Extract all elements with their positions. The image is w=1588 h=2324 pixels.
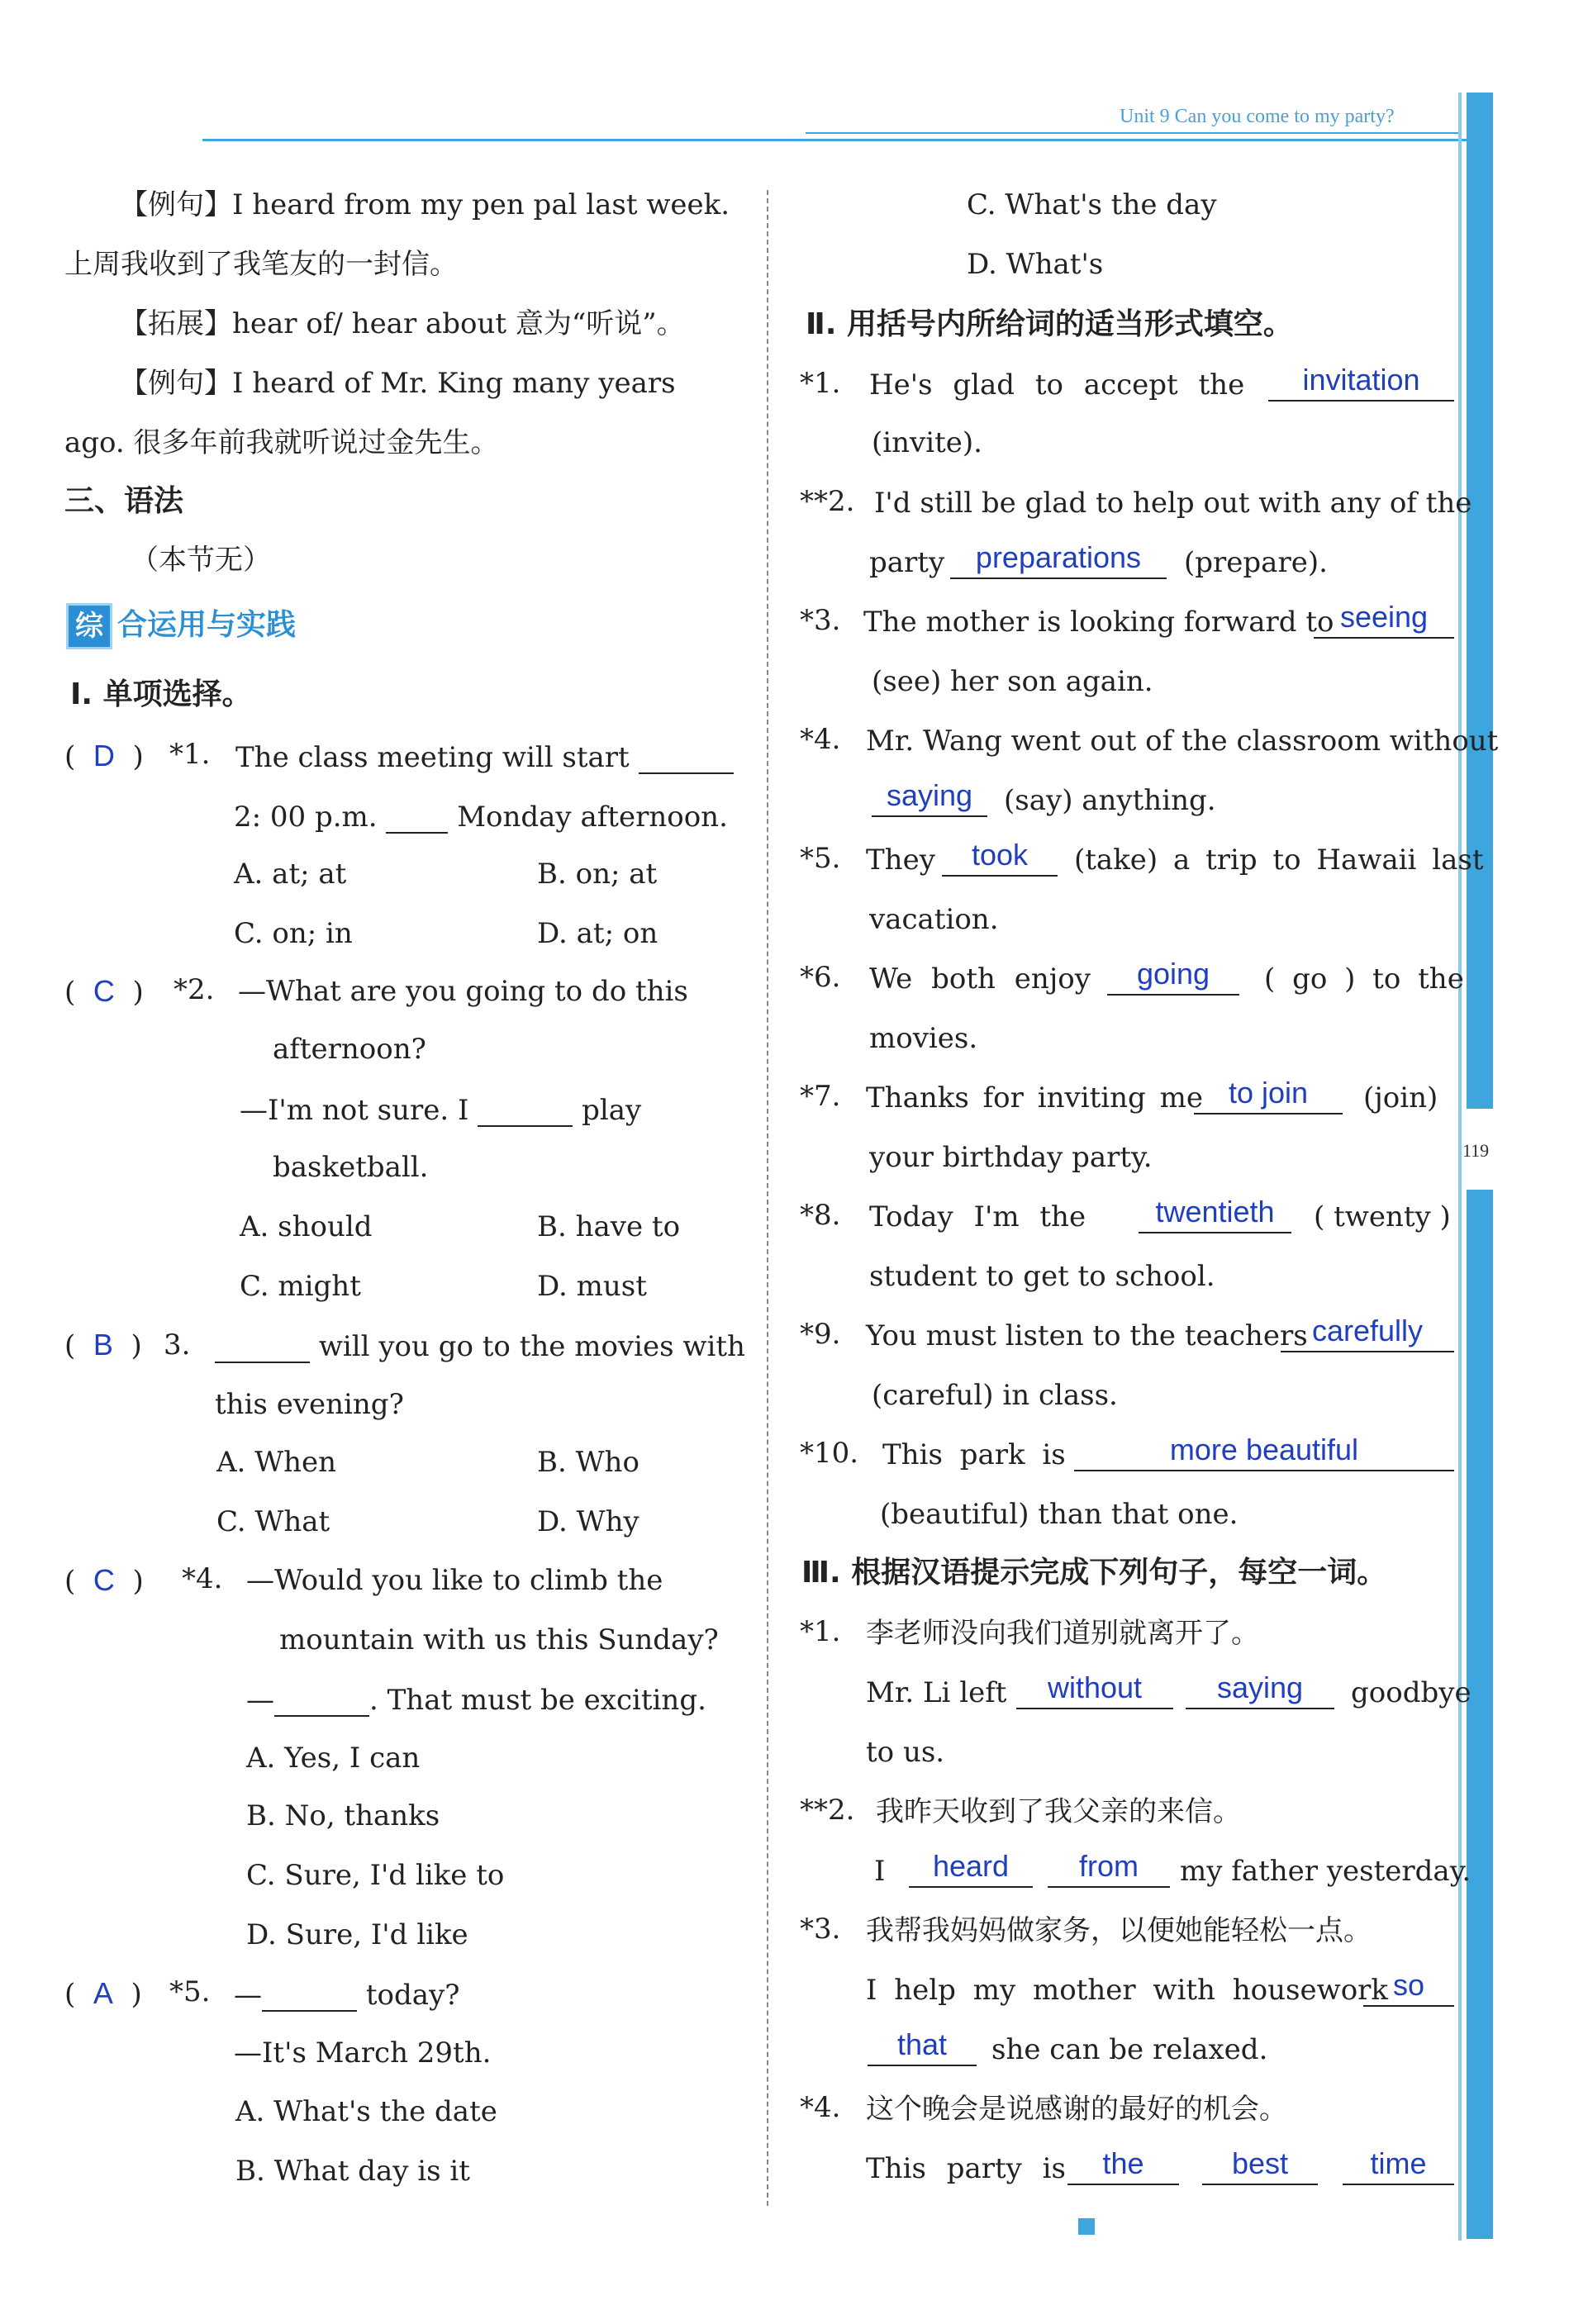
right-edge-bar-top [1467, 93, 1493, 1109]
f6-text-2: movies. [869, 1022, 978, 1055]
s3-chinese: 我帮我妈妈做家务，以便她能轻松一点。 [866, 1914, 1372, 1947]
f8-text-2: student to get to school. [869, 1260, 1215, 1293]
f7-text-1a: Thanks for inviting me [866, 1081, 1203, 1114]
q2-option-c: C. might [240, 1270, 361, 1303]
f1-text-1: He's glad to accept the [869, 368, 1245, 402]
s2-answer-2-blank [1048, 1850, 1170, 1888]
f8-text-1b: ( twenty ) [1314, 1200, 1451, 1233]
bottom-marker [1078, 2218, 1095, 2235]
q5-stem-1: — today? [234, 1979, 460, 2012]
q1-option-c: C. on; in [234, 917, 353, 950]
f4-answer-blank [872, 779, 987, 817]
f8-answer: twentieth [1155, 1195, 1275, 1229]
q4-option-b: B. No, thanks [246, 1799, 440, 1832]
s1-answer-1: without [1047, 1671, 1143, 1704]
q2-option-a: A. should [240, 1210, 373, 1243]
example-sentence-2: 【例句】I heard of Mr. King many years [120, 367, 676, 400]
q3-answer: B [93, 1328, 113, 1362]
q3-option-a: A. When [216, 1446, 337, 1479]
f2-number: **2. [800, 485, 855, 518]
f3-number: *3. [800, 604, 841, 637]
f4-number: *4. [800, 723, 841, 756]
f9-answer: carefully [1311, 1314, 1424, 1347]
q4-option-c: C. Sure, I'd like to [246, 1859, 505, 1892]
q2-stem-1: —What are you going to do this [238, 975, 688, 1008]
f10-answer-blank [1074, 1433, 1454, 1471]
s4-answer-2-blank [1202, 2147, 1318, 2185]
s4-number: *4. [800, 2091, 841, 2124]
s3-text-1: I help my mother with housework [866, 1974, 1389, 2007]
q3-stem-1: will you go to the movies with [215, 1328, 745, 1363]
s3-answer-2: that [896, 2027, 948, 2061]
right-edge-thin [1458, 93, 1462, 2241]
s1-answer-2-blank [1186, 1671, 1334, 1709]
f1-answer: invitation [1302, 363, 1420, 397]
right-edge-bar-bottom [1467, 1190, 1493, 2239]
q2-bracket: ( C ) [64, 974, 144, 1009]
f5-text-1a: They [866, 844, 935, 877]
s1-text-2: goodbye [1351, 1676, 1472, 1709]
column-divider [767, 190, 768, 2206]
q5-stem-2: —It's March 29th. [234, 2036, 492, 2070]
s3-answer-1: so [1392, 1968, 1425, 2002]
q4-number: *4. [182, 1562, 223, 1595]
f2-text-1: I'd still be glad to help out with any of the [874, 487, 1472, 520]
s1-text-1: Mr. Li left [866, 1676, 1007, 1709]
q1-option-a: A. at; at [234, 858, 347, 891]
q3-option-b: B. Who [537, 1446, 639, 1479]
f3-answer-blank [1314, 601, 1454, 639]
q5-option-d: D. What's [967, 248, 1104, 281]
s4-answer-2: best [1231, 2146, 1289, 2180]
s2-answer-2: from [1079, 1849, 1139, 1883]
f6-number: *6. [800, 961, 841, 994]
section-icon-char: 综 [75, 610, 103, 643]
example-sentence-1-cn: 上周我收到了我笔友的一封信。 [64, 248, 458, 281]
f1-number: *1. [800, 367, 841, 400]
f9-text-2: (careful) in class. [872, 1379, 1118, 1412]
header-rule [202, 139, 1467, 141]
s4-answer-1: the [1102, 2146, 1144, 2180]
s3-answer-2-blank [868, 2028, 977, 2066]
header-rule-short [806, 132, 1458, 134]
s4-answer-3-blank [1343, 2147, 1454, 2185]
f4-answer: saying [886, 778, 973, 812]
f6-text-1a: We both enjoy [869, 962, 1091, 996]
example-sentence-2-cont: ago. 很多年前我就听说过金先生。 [64, 426, 499, 459]
header-title: Unit 9 Can you come to my party? [1120, 106, 1395, 127]
q4-option-d: D. Sure, I'd like [246, 1918, 468, 1951]
q5-option-a: A. What's the date [235, 2095, 497, 2128]
s1-answer-1-blank [1016, 1671, 1173, 1709]
f10-text-2: (beautiful) than that one. [880, 1498, 1239, 1531]
q1-stem-1: The class meeting will start [235, 739, 734, 774]
q5-option-b: B. What day is it [235, 2155, 470, 2188]
q4-answer: C [93, 1563, 115, 1597]
q3-option-d: D. Why [537, 1505, 639, 1538]
f9-text-1: You must listen to the teachers [866, 1319, 1308, 1352]
s2-answer-1-blank [909, 1850, 1033, 1888]
s2-number: **2. [800, 1794, 855, 1827]
q3-stem-2: this evening? [215, 1388, 404, 1421]
s4-answer-3: time [1370, 2146, 1427, 2180]
q5-option-c: C. What's the day [967, 188, 1217, 221]
q2-stem-4: basketball. [273, 1151, 429, 1184]
f8-text-1a: Today I'm the [869, 1200, 1086, 1233]
grammar-heading: 三、语法 [64, 484, 184, 518]
f3-answer: seeing [1339, 600, 1429, 634]
q3-number: 3. [164, 1328, 191, 1362]
part3-heading: Ⅲ. 根据汉语提示完成下列句子，每空一词。 [801, 1556, 1387, 1590]
s4-text-1: This party is [866, 2152, 1066, 2185]
s4-chinese: 这个晚会是说感谢的最好的机会。 [866, 2093, 1287, 2126]
q1-option-d: D. at; on [537, 917, 658, 950]
f6-text-1b: ( go ) to the [1264, 962, 1464, 996]
part2-heading: Ⅱ. 用括号内所给词的适当形式填空。 [806, 307, 1293, 341]
q4-bracket: ( C ) [64, 1563, 144, 1598]
s4-answer-1-blank [1067, 2147, 1179, 2185]
q5-bracket: ( A ) [64, 1976, 142, 2011]
f5-text-1b: (take) a trip to Hawaii last [1074, 844, 1484, 877]
q2-number: *2. [174, 973, 215, 1006]
f1-answer-blank [1268, 364, 1454, 402]
s1-number: *1. [800, 1615, 841, 1648]
q1-option-b: B. on; at [537, 858, 658, 891]
f1-text-2: (invite). [872, 426, 982, 459]
f5-number: *5. [800, 842, 841, 875]
q4-stem-3: — . That must be exciting. [246, 1684, 706, 1717]
f8-answer-blank [1139, 1195, 1291, 1233]
f5-text-2: vacation. [869, 903, 999, 936]
q3-bracket: ( B ) [64, 1328, 142, 1362]
q5-answer: A [93, 1976, 113, 2010]
f7-answer-blank [1194, 1076, 1343, 1114]
f3-text-2: (see) her son again. [872, 665, 1153, 698]
f2-answer: preparations [975, 540, 1142, 574]
extension-note: 【拓展】hear of/ hear about 意为“听说”。 [120, 307, 685, 340]
f6-answer: going [1136, 957, 1210, 991]
q1-answer: D [93, 739, 115, 772]
s1-text-3: to us. [866, 1736, 945, 1769]
f7-text-2: your birthday party. [869, 1141, 1153, 1174]
f4-text-2: (say) anything. [1004, 784, 1216, 817]
s2-answer-1: heard [932, 1849, 1010, 1883]
f4-text-1: Mr. Wang went out of the classroom without [866, 725, 1499, 758]
section-icon [66, 603, 112, 649]
page-number: 119 [1462, 1140, 1490, 1161]
f3-text-1: The mother is looking forward to [863, 606, 1334, 639]
s3-text-2: she can be relaxed. [991, 2033, 1268, 2066]
s2-text-1: I [874, 1855, 886, 1888]
f2-text-2a: party [869, 546, 945, 579]
q5-number: *5. [169, 1975, 211, 2008]
f10-text-1: This park is [882, 1438, 1066, 1471]
f5-answer-blank [942, 839, 1058, 877]
section-title: 合运用与实践 [117, 608, 297, 642]
q2-option-b: B. have to [537, 1210, 681, 1243]
q4-option-a: A. Yes, I can [246, 1742, 421, 1775]
q1-stem-2: 2: 00 p.m. Monday afternoon. [234, 801, 728, 834]
q3-option-c: C. What [216, 1505, 330, 1538]
grammar-note: （本节无） [131, 544, 271, 577]
s3-number: *3. [800, 1913, 841, 1946]
q2-stem-3: —I'm not sure. I play [240, 1094, 642, 1127]
f9-answer-blank [1281, 1314, 1454, 1352]
f10-answer: more beautiful [1169, 1433, 1359, 1466]
f2-text-2b: (prepare). [1184, 546, 1328, 579]
s2-chinese: 我昨天收到了我父亲的来信。 [876, 1795, 1241, 1828]
q1-number: *1. [169, 738, 211, 771]
f7-text-1b: (join) [1363, 1081, 1438, 1114]
q1-bracket: ( D ) [64, 739, 144, 773]
example-sentence-1: 【例句】I heard from my pen pal last week. [120, 188, 730, 221]
q2-stem-2: afternoon? [273, 1033, 426, 1066]
s1-answer-2: saying [1216, 1671, 1304, 1704]
f5-answer: took [971, 838, 1029, 872]
s1-chinese: 李老师没向我们道别就离开了。 [866, 1617, 1259, 1650]
s3-answer-1-blank [1363, 1969, 1454, 2007]
f10-number: *10. [800, 1437, 859, 1470]
f7-answer: to join [1228, 1076, 1309, 1110]
f2-answer-blank [950, 541, 1167, 579]
q2-option-d: D. must [537, 1270, 647, 1303]
s2-text-2: my father yesterday. [1180, 1855, 1472, 1888]
f7-number: *7. [800, 1080, 841, 1113]
f9-number: *9. [800, 1318, 841, 1351]
part1-heading: Ⅰ. 单项选择。 [70, 677, 252, 711]
q4-stem-2: mountain with us this Sunday? [279, 1623, 719, 1656]
q2-answer: C [93, 974, 115, 1008]
q4-stem-1: —Would you like to climb the [246, 1564, 663, 1597]
f6-answer-blank [1107, 958, 1239, 996]
f8-number: *8. [800, 1199, 841, 1232]
